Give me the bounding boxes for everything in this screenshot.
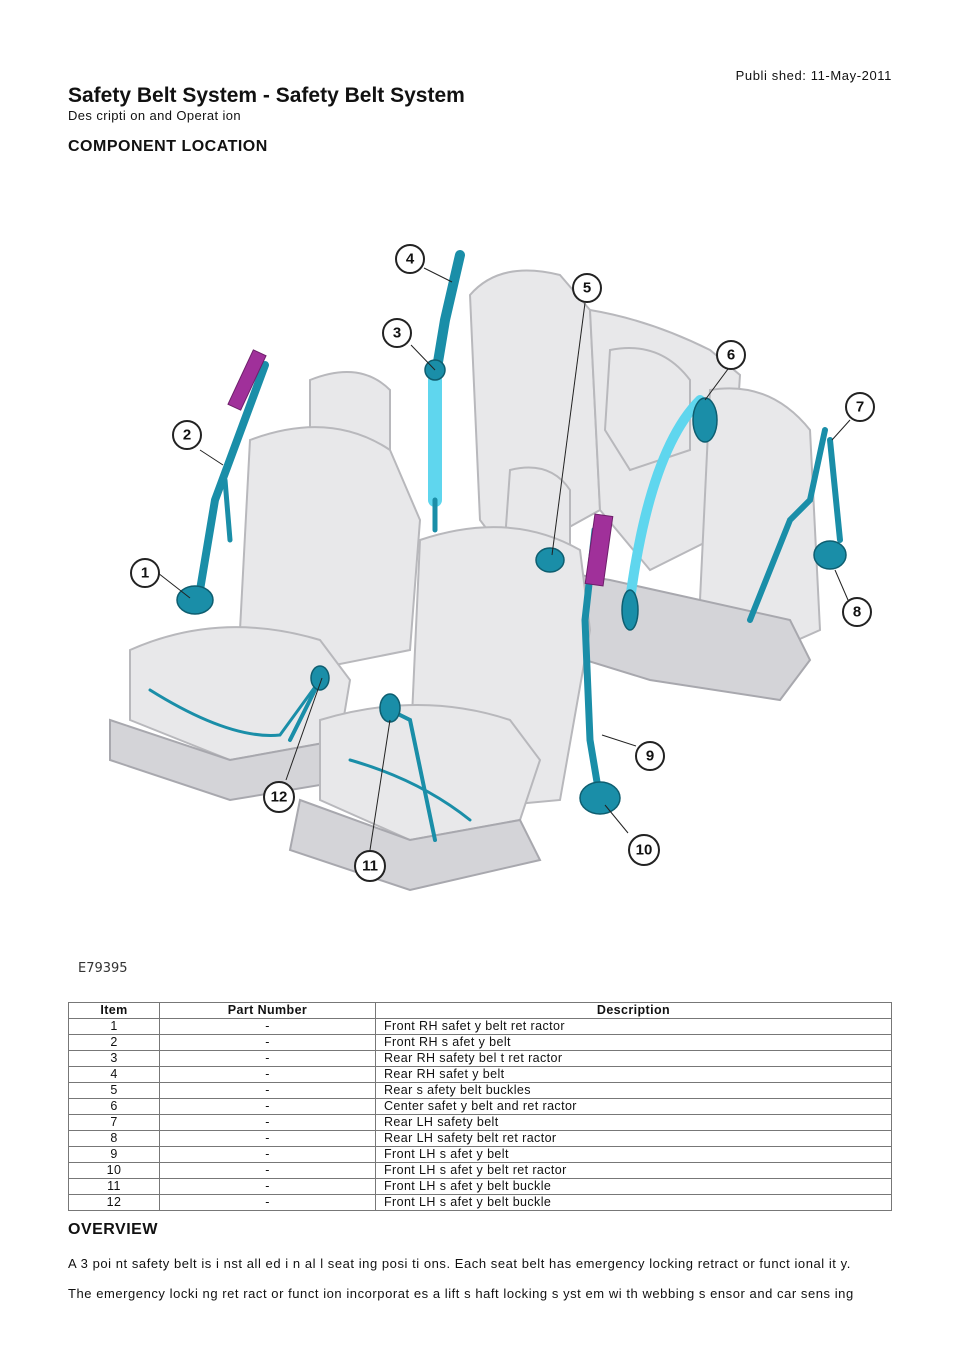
- item-cell: 12: [69, 1195, 160, 1211]
- description-cell: Front RH safet y belt ret ractor: [376, 1019, 892, 1035]
- item-cell: 7: [69, 1115, 160, 1131]
- part-number-cell: -: [160, 1083, 376, 1099]
- callout-2: [173, 421, 201, 449]
- callout-3-label: 3: [392, 324, 402, 342]
- overview-paragraph-2: The emergency locki ng ret ract or funct ion incorporat es a lift s haft locking s yst em wi th webbing s ensor and car sens ing: [68, 1286, 854, 1301]
- part-number-cell: -: [160, 1019, 376, 1035]
- callout-5: [573, 274, 601, 302]
- table-row: [69, 1019, 892, 1035]
- callout-7: [846, 393, 874, 421]
- callout-11: [355, 851, 385, 881]
- callout-1-label: 1: [140, 564, 150, 582]
- item-cell: 6: [69, 1099, 160, 1115]
- parts-table: [68, 1002, 892, 1211]
- callout-12-label: 12: [270, 788, 288, 806]
- part-number-cell: -: [160, 1115, 376, 1131]
- description-cell: Rear RH safet y belt: [376, 1067, 892, 1083]
- part-number-cell: -: [160, 1195, 376, 1211]
- description-cell: Front LH s afet y belt ret ractor: [376, 1163, 892, 1179]
- callout-9-label: 9: [645, 747, 655, 765]
- component-location-illustration: [90, 200, 890, 940]
- callout-10-label: 10: [635, 841, 653, 859]
- callout-6-label: 6: [726, 346, 736, 364]
- table-row: [69, 1099, 892, 1115]
- section-heading-overview: OVERVIEW: [68, 1221, 158, 1238]
- description-cell: Rear RH safety bel t ret ractor: [376, 1051, 892, 1067]
- table-row: [69, 1083, 892, 1099]
- table-row: [69, 1179, 892, 1195]
- description-cell: Front LH s afet y belt buckle: [376, 1195, 892, 1211]
- callout-4: [396, 245, 424, 273]
- callout-11-label: 11: [362, 857, 378, 875]
- section-heading-component-location: COMPONENT LOCATION: [68, 138, 268, 155]
- table-row: [69, 1195, 892, 1211]
- callout-6: [717, 341, 745, 369]
- callout-3: [383, 319, 411, 347]
- callout-12: [264, 782, 294, 812]
- part-number-cell: -: [160, 1051, 376, 1067]
- item-cell: 10: [69, 1163, 160, 1179]
- table-row: [69, 1147, 892, 1163]
- callout-5-label: 5: [582, 279, 592, 297]
- description-cell: Rear LH safety belt ret ractor: [376, 1131, 892, 1147]
- part-number-cell: -: [160, 1035, 376, 1051]
- overview-paragraph-1: A 3 poi nt safety belt is i nst all ed i n al l seat ing posi ti ons. Each seat belt has emergency locking retract or funct ional it y.: [68, 1256, 851, 1271]
- item-cell: 9: [69, 1147, 160, 1163]
- table-row: [69, 1163, 892, 1179]
- item-cell: 2: [69, 1035, 160, 1051]
- description-cell: Rear LH safety belt: [376, 1115, 892, 1131]
- callout-4-label: 4: [405, 250, 415, 268]
- description-cell: Center safet y belt and ret ractor: [376, 1099, 892, 1115]
- description-cell: Front LH s afet y belt: [376, 1147, 892, 1163]
- description-cell: Front RH s afet y belt: [376, 1035, 892, 1051]
- callout-8: [843, 598, 871, 626]
- callout-7-label: 7: [855, 398, 865, 416]
- description-cell: Front LH s afet y belt buckle: [376, 1179, 892, 1195]
- callout-2-label: 2: [182, 426, 192, 444]
- item-cell: 8: [69, 1131, 160, 1147]
- published-date: Publi shed: 11-May-2011: [735, 68, 892, 83]
- part-number-cell: -: [160, 1163, 376, 1179]
- item-cell: 4: [69, 1067, 160, 1083]
- callout-10: [629, 835, 659, 865]
- item-cell: 1: [69, 1019, 160, 1035]
- part-number-cell: -: [160, 1179, 376, 1195]
- parts-table-body: [69, 1019, 892, 1211]
- part-number-cell: -: [160, 1099, 376, 1115]
- table-row: [69, 1131, 892, 1147]
- table-row: [69, 1051, 892, 1067]
- description-cell: Rear s afety belt buckles: [376, 1083, 892, 1099]
- table-header-row: [69, 1003, 892, 1019]
- table-row: [69, 1035, 892, 1051]
- page-subtitle: Des cripti on and Operat ion: [68, 108, 242, 123]
- callout-9: [636, 742, 664, 770]
- callout-8-label: 8: [852, 603, 862, 621]
- page-title: Safety Belt System - Safety Belt System: [68, 84, 465, 107]
- column-header-item: Item: [69, 1003, 160, 1019]
- item-cell: 5: [69, 1083, 160, 1099]
- column-header-description: Description: [376, 1003, 892, 1019]
- part-number-cell: -: [160, 1147, 376, 1163]
- item-cell: 11: [69, 1179, 160, 1195]
- callout-1: [131, 559, 159, 587]
- part-number-cell: -: [160, 1131, 376, 1147]
- column-header-part-number: Part Number: [160, 1003, 376, 1019]
- item-cell: 3: [69, 1051, 160, 1067]
- figure-id: E79395: [78, 961, 128, 976]
- table-row: [69, 1115, 892, 1131]
- part-number-cell: -: [160, 1067, 376, 1083]
- table-row: [69, 1067, 892, 1083]
